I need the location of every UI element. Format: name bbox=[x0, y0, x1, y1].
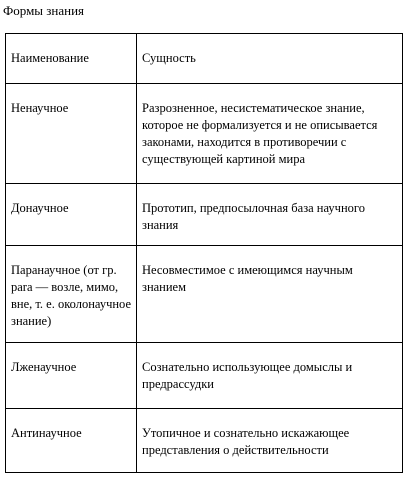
row-name-text: Антинаучное bbox=[11, 426, 82, 440]
row-essence-cell bbox=[137, 246, 403, 343]
row-name-cell bbox=[6, 343, 137, 409]
row-name-text: Ненаучное bbox=[11, 101, 69, 115]
table-caption: Формы знания bbox=[3, 3, 85, 18]
header-name-text: Наименование bbox=[11, 51, 89, 65]
header-essence-text: Сущность bbox=[142, 51, 196, 65]
row-essence-text: Сознательно использующее домыслы и предрассудки bbox=[142, 360, 353, 391]
row-name-cell bbox=[6, 184, 137, 246]
header-cell-name bbox=[6, 34, 137, 84]
table-row bbox=[6, 184, 403, 246]
header-cell-essence bbox=[137, 34, 403, 84]
row-name-text: Донаучное bbox=[11, 201, 69, 215]
row-essence-cell bbox=[137, 343, 403, 409]
row-essence-text: Прототип, предпосылочная база научного знания bbox=[142, 201, 365, 232]
row-name-cell bbox=[6, 409, 137, 473]
row-name-cell bbox=[6, 246, 137, 343]
row-essence-cell bbox=[137, 409, 403, 473]
row-essence-cell bbox=[137, 184, 403, 246]
row-essence-cell bbox=[137, 84, 403, 184]
table-row bbox=[6, 246, 403, 343]
row-essence-text: Разрозненное, несистематическое знание, которое не формализуется и не описывается законами, находится в противоречии с существующей картиной мира bbox=[142, 101, 378, 166]
row-essence-text: Утопичное и сознательно искажающее представления о действительности bbox=[142, 426, 350, 457]
row-name-cell bbox=[6, 84, 137, 184]
row-name-text: Лженаучное bbox=[11, 360, 77, 374]
table-row bbox=[6, 409, 403, 473]
table-row bbox=[6, 84, 403, 184]
table-row bbox=[6, 343, 403, 409]
table-header-row bbox=[6, 34, 403, 84]
knowledge-forms-table bbox=[5, 33, 403, 473]
row-essence-text: Несовместимое с имеющимся научным знанием bbox=[142, 263, 353, 294]
row-name-text: Паранаучное (от гр. para — возле, мимо, вне, т. е. околонаучное знание) bbox=[11, 263, 132, 328]
